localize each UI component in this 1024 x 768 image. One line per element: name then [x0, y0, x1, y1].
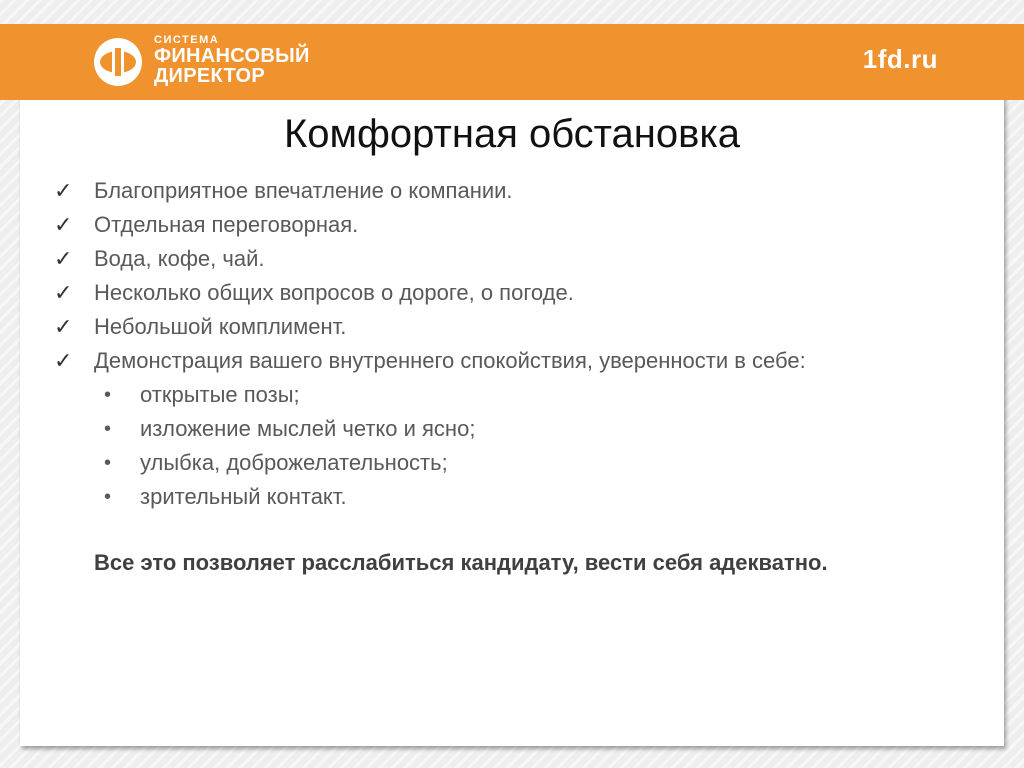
conclusion-text: Все это позволяет расслабиться кандидату, вести себя адекватно. — [94, 550, 828, 575]
list-item — [54, 310, 994, 344]
sub-list-item-text: зрительный контакт. — [140, 484, 347, 509]
list-item-text: Вода, кофе, чай. — [94, 246, 265, 271]
list-item-text: Отдельная переговорная. — [94, 212, 359, 237]
list-item-text: Несколько общих вопросов о дороге, о погоде. — [94, 280, 574, 305]
bullet-icon: • — [104, 452, 112, 474]
check-icon: ✓ — [54, 178, 73, 203]
logo-emblem-icon — [90, 34, 146, 90]
check-icon: ✓ — [54, 246, 73, 271]
list-item — [54, 208, 994, 242]
check-icon: ✓ — [54, 212, 73, 237]
page-title: Комфортная обстановка — [283, 112, 741, 156]
list-item-text: Благоприятное впечатление о компании. — [94, 178, 513, 203]
list-item — [54, 242, 994, 276]
check-icon: ✓ — [54, 314, 73, 339]
bullet-icon: • — [104, 486, 112, 508]
check-icon: ✓ — [54, 280, 73, 305]
sub-list-item — [54, 446, 994, 480]
logo-line-director: ДИРЕКТОР — [154, 65, 266, 87]
list-item — [54, 276, 994, 310]
sub-list-item-text: изложение мыслей четко и ясно; — [140, 416, 476, 441]
sub-list-item-text: открытые позы; — [140, 382, 300, 407]
logo — [90, 34, 310, 90]
sub-list-item-text: улыбка, доброжелательность; — [140, 450, 448, 475]
logo-text — [154, 34, 310, 86]
bullet-icon: • — [104, 384, 112, 406]
site-link[interactable]: 1fd.ru — [862, 44, 938, 74]
checklist — [54, 174, 994, 514]
bullet-icon: • — [104, 418, 112, 440]
sub-list-item — [54, 480, 994, 514]
list-item-text: Небольшой комплимент. — [94, 314, 347, 339]
list-item — [54, 174, 994, 208]
logo-line-system: СИСТЕМА — [154, 34, 220, 46]
list-item-text: Демонстрация вашего внутреннего спокойствия, уверенности в себе: — [94, 348, 806, 373]
list-item — [54, 344, 994, 378]
check-icon: ✓ — [54, 348, 73, 373]
sub-list-item — [54, 378, 994, 412]
sub-list-item — [54, 412, 994, 446]
logo-line-financial: ФИНАНСОВЫЙ — [154, 45, 310, 67]
